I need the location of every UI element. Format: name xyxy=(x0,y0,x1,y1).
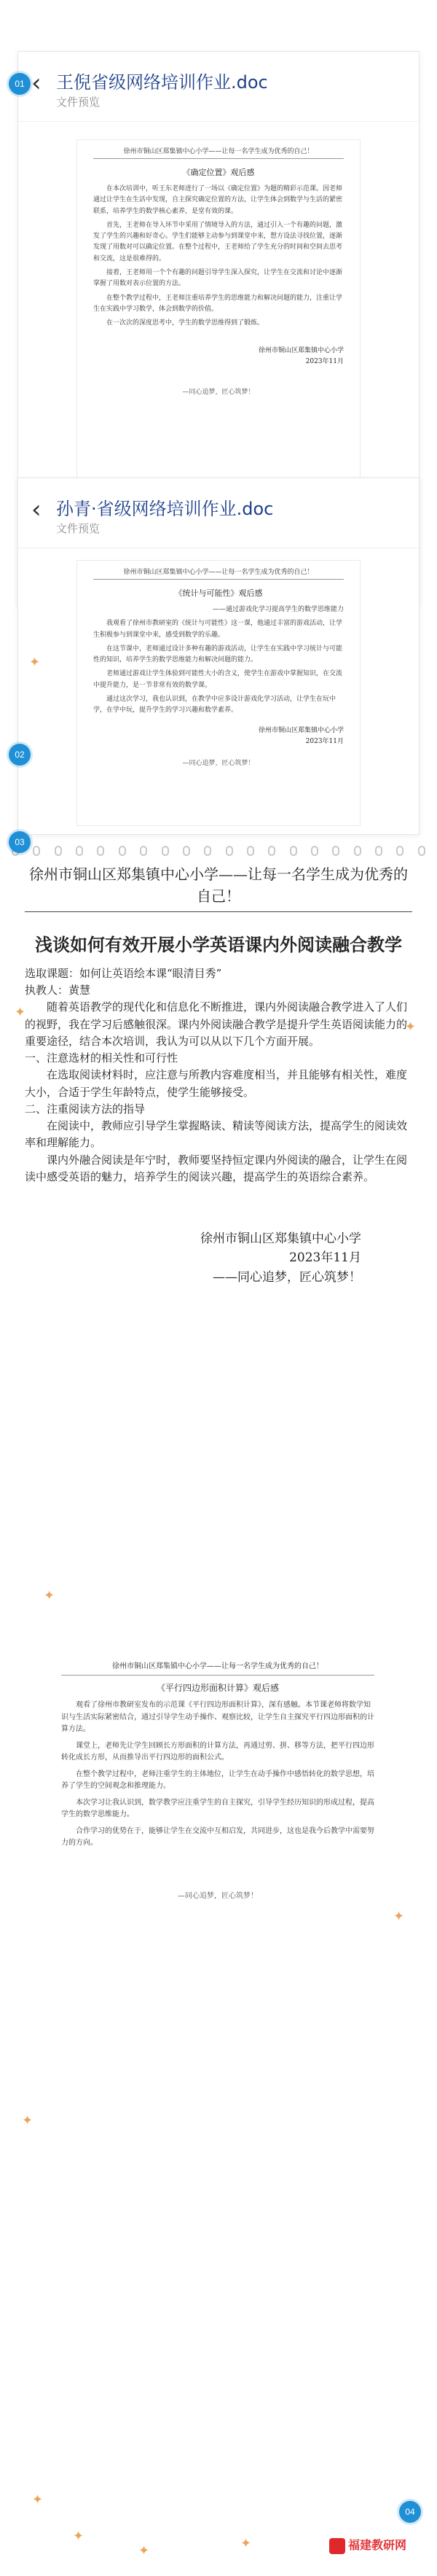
paragraph: 随着英语教学的现代化和信息化不断推进，课内外阅读融合教学进入了人们的视野，我在学习后感触很深。课内外阅读融合教学是提升学生英语阅读能力的重要途径，结合本次培训，我认为可以从以下几个方面开展。 xyxy=(25,1000,408,1048)
section-badge: 01 xyxy=(9,73,31,95)
star-icon: ✦ xyxy=(29,655,41,670)
doc-subtitle: 文件预览 xyxy=(56,96,101,109)
sign-school: 徐州市铜山区郑集镇中心小学 xyxy=(258,346,344,354)
paragraph: 在这节课中，老师通过设计多种有趣的游戏活动，让学生在实践中学习统计与可能性的知识，培养学生的数学思维能力和解决问题的能力。 xyxy=(93,645,343,664)
paragraph: 二、注重阅读方法的指导 xyxy=(25,1102,146,1116)
sign-date: 2023年11月 xyxy=(305,357,344,365)
paragraph: 在整个教学过程中，王老师注重培养学生的思维能力和解决问题的能力，注重让学生在实践中学习数学，体会到数学的价值。 xyxy=(93,294,343,313)
star-icon: ✦ xyxy=(73,2529,84,2544)
document-page-3 xyxy=(25,860,412,1287)
binder-rings xyxy=(0,846,437,856)
page-heading: 《统计与可能性》观后感 xyxy=(174,588,263,598)
doc-page xyxy=(76,560,361,826)
paragraph: 通过这次学习，我也认识到，在教学中应多设计游戏化学习活动，让学生在玩中学，在学中玩，提升学生的学习兴趣和数学素养。 xyxy=(93,696,336,715)
star-icon: ✦ xyxy=(240,2536,252,2551)
section-badge: 04 xyxy=(399,2501,421,2523)
signature xyxy=(93,725,344,748)
doc-topic: 选取课题：如何让英语绘本课“眼清目秀” xyxy=(25,966,222,980)
section-badge: 02 xyxy=(9,744,31,766)
back-arrow-icon[interactable]: ‹ xyxy=(31,69,42,98)
page-header: 徐州市铜山区郑集镇中心小学——让每一名学生成为优秀的自己！ xyxy=(93,561,344,580)
sign-motto: ——同心追梦，匠心筑梦！ xyxy=(213,1269,361,1285)
paragraph: 一、注意选材的相关性和可行性 xyxy=(25,1051,178,1065)
section-badge: 03 xyxy=(9,831,31,853)
paragraph: 在选取阅读材料时，应注意与所教内容难度相当，并且能够有相关性，难度大小，合适于学生年龄特点，使学生能够接受。 xyxy=(25,1068,408,1099)
paragraph: 首先，王老师在导入环节中采用了情境导入的方法，通过引入一个有趣的问题，激发了学生的兴趣和好奇心。学生们能够主动参与到课堂中来，想方设法寻找位置，逐渐发现了用数对可以确定位置。在整个过程中，王老师给了学生充分的时间和空间去思考和交流，这是很难得的。 xyxy=(93,221,343,262)
page-heading: 《平行四边形面积计算》观后感 xyxy=(156,1683,279,1693)
divider xyxy=(25,911,412,912)
paragraph: 在本次培训中，听王东老师进行了一场以《确定位置》为题的精彩示范课。因老师通过让学生在生活中发现，自主探究确定位置的方法，让学生体会到数学与生活的紧密联系，培养学生的数学核心素养，是堂有效的课。 xyxy=(93,185,343,215)
doc-header xyxy=(18,52,419,122)
sign-date: 2023年11月 xyxy=(305,737,344,745)
sign-school: 徐州市铜山区郑集镇中心小学 xyxy=(258,726,344,734)
doc-subtitle: 文件预览 xyxy=(56,522,101,535)
star-icon: ✦ xyxy=(405,1019,417,1035)
page-subheading: ——通过游戏化学习提高学生的数学思维能力 xyxy=(212,606,344,613)
sign-school: 徐州市铜山区郑集镇中心小学 xyxy=(200,1231,361,1247)
doc-title: 浅谈如何有效开展小学英语课内外阅读融合教学 xyxy=(35,934,402,955)
doc-author: 执教人：黄慧 xyxy=(25,984,91,997)
paragraph: 合作学习的优势在于，能够让学生在交流中互相启发，共同进步，这也是我今后教学中需要努力的方向。 xyxy=(61,1826,374,1847)
paragraph: 课堂上，老师先让学生回顾长方形面积的计算方法，再通过剪、拼、移等方法，把平行四边形转化成长方形，从而推导出平行四边形的面积公式。 xyxy=(61,1741,374,1762)
paragraph: 观看了徐州市教研室发布的示范课《平行四边形面积计算》，深有感触。本节课老师将数学知识与生活实际紧密结合，通过引导学生动手操作、观察比较，让学生自主探究平行四边形面积的计算方法。 xyxy=(61,1701,374,1733)
doc-title: 孙青·省级网络培训作业.doc xyxy=(56,499,274,519)
paragraph: 老师通过游戏让学生体验到可能性大小的含义，使学生在游戏中掌握知识，在交流中提升能力，是一节非常有效的数学课。 xyxy=(93,670,343,689)
paragraph: 在一次次的深度思考中，学生的数学思维得到了锻炼。 xyxy=(106,319,264,327)
doc-header: 徐州市铜山区郑集镇中心小学——让每一名学生成为优秀的自己！ xyxy=(29,865,408,905)
signature xyxy=(25,1229,412,1287)
back-arrow-icon[interactable]: ‹ xyxy=(31,495,42,524)
paragraph: 课内外融合阅读是年宁时，教师要坚持恒定课内外阅读的融合，让学生在阅读中感受英语的魅力，培养学生的阅读兴趣，提高学生的英语综合素养。 xyxy=(25,1153,408,1183)
signature xyxy=(93,346,344,368)
paragraph: 在整个教学过程中，老师注重学生的主体地位，让学生在动手操作中感悟转化的数学思想，培养了学生的空间观念和推理能力。 xyxy=(61,1770,374,1790)
page-heading: 《确定位置》观后感 xyxy=(182,168,255,177)
star-icon: ✦ xyxy=(44,1588,55,1603)
paragraph: 本次学习让我认识到，数学教学应注重学生的自主探究，引导学生经历知识的形成过程，提高学生的数学思维能力。 xyxy=(61,1798,374,1818)
page-header: 徐州市铜山区郑集镇中心小学——让每一名学生成为优秀的自己！ xyxy=(61,1655,374,1676)
watermark-text: 福建教研网 xyxy=(348,2540,407,2552)
sign-date: 2023年11月 xyxy=(289,1250,361,1266)
page-footer: —同心追梦，匠心筑梦！ xyxy=(182,760,255,768)
doc-title: 王倪省级网络培训作业.doc xyxy=(56,72,268,93)
watermark-logo xyxy=(329,2536,417,2561)
paragraph: 我观看了徐州市教研室的《统计与可能性》这一课，他通过丰富的游戏活动，让学生积极参与到课堂中来，感受到数学的乐趣。 xyxy=(93,620,343,639)
star-icon: ✦ xyxy=(15,1005,26,1020)
logo-icon xyxy=(329,2538,345,2554)
star-icon: ✦ xyxy=(393,1909,405,1924)
page-footer: —同心追梦，匠心筑梦！ xyxy=(182,389,255,397)
star-icon: ✦ xyxy=(22,2113,34,2128)
page-header: 徐州市铜山区郑集镇中心小学——让每一名学生成为优秀的自己！ xyxy=(93,140,344,159)
doc-preview-card-2 xyxy=(17,478,420,835)
paragraph: 在阅读中，教师应引导学生掌握略读、精读等阅读方法，提高学生的阅读效率和理解能力。 xyxy=(25,1119,408,1150)
star-icon: ✦ xyxy=(32,2492,44,2507)
star-icon: ✦ xyxy=(138,2543,150,2559)
page-footer: —同心追梦，匠心筑梦！ xyxy=(178,1891,258,1900)
document-page-4 xyxy=(61,1655,374,1900)
doc-header xyxy=(18,478,419,548)
paragraph: 接着，王老师用一个个有趣的问题引导学生深入探究，让学生在交流和讨论中逐渐掌握了用数对表示位置的方法。 xyxy=(93,269,343,288)
